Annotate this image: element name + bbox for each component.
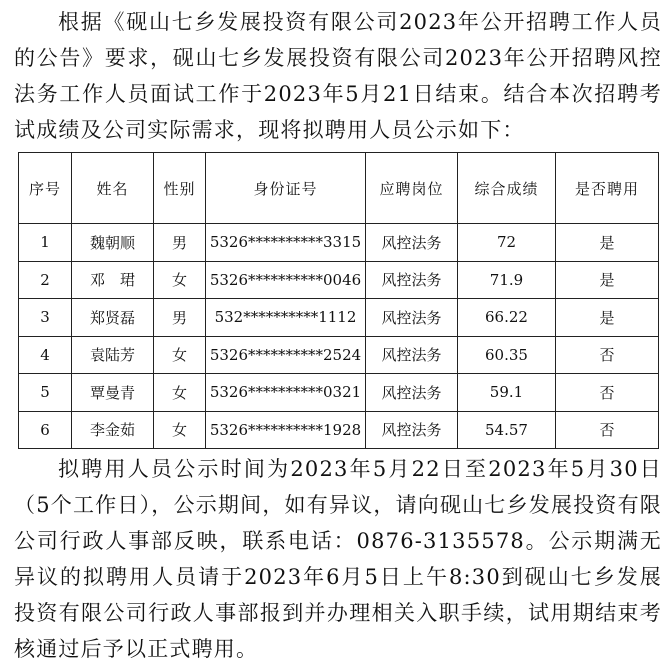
header-name: 姓名 — [72, 153, 154, 224]
cell-score: 54.57 — [458, 411, 556, 449]
cell-score: 60.35 — [458, 336, 556, 374]
cell-position: 风控法务 — [366, 336, 458, 374]
table-row — [19, 299, 659, 337]
cell-id-number: 5326**********3315 — [206, 224, 366, 262]
cell-name: 李金茹 — [72, 411, 154, 449]
cell-hired: 是 — [556, 224, 659, 262]
cell-hired: 否 — [556, 411, 659, 449]
cell-hired: 是 — [556, 261, 659, 299]
cell-gender: 女 — [154, 336, 206, 374]
cell-index: 5 — [19, 374, 72, 412]
cell-position: 风控法务 — [366, 411, 458, 449]
cell-gender: 男 — [154, 224, 206, 262]
cell-index: 1 — [19, 224, 72, 262]
header-hired: 是否聘用 — [556, 153, 659, 224]
table-row — [19, 224, 659, 262]
table-row — [19, 336, 659, 374]
cell-name: 郑贤磊 — [72, 299, 154, 337]
cell-name: 覃曼青 — [72, 374, 154, 412]
header-position: 应聘岗位 — [366, 153, 458, 224]
header-score: 综合成绩 — [458, 153, 556, 224]
table-header-row — [19, 153, 659, 224]
cell-position: 风控法务 — [366, 299, 458, 337]
cell-id-number: 5326**********2524 — [206, 336, 366, 374]
cell-hired: 是 — [556, 299, 659, 337]
cell-id-number: 5326**********0046 — [206, 261, 366, 299]
notice-paragraph: 拟聘用人员公示时间为2023年5月22日至2023年5月30日（5个工作日），公示期间，如有异议，请向砚山七乡发展投资有限公司行政人事部反映，联系电话：0876-3135578。公示期满无异议的拟聘用人员请于2023年6月5日上午8:30到砚山七乡发展投资有限公司行政人事部报到并办理相关入职手续，试用期结束考核通过后予以正式聘用。 — [14, 457, 662, 661]
cell-score: 71.9 — [458, 261, 556, 299]
cell-gender: 男 — [154, 299, 206, 337]
cell-hired: 否 — [556, 336, 659, 374]
cell-position: 风控法务 — [366, 224, 458, 262]
cell-id-number: 532**********1112 — [206, 299, 366, 337]
table-row — [19, 411, 659, 449]
cell-index: 3 — [19, 299, 72, 337]
cell-index: 6 — [19, 411, 72, 449]
cell-position: 风控法务 — [366, 261, 458, 299]
cell-id-number: 5326**********0321 — [206, 374, 366, 412]
header-gender: 性别 — [154, 153, 206, 224]
header-index: 序号 — [19, 153, 72, 224]
cell-name: 邓 珺 — [72, 261, 154, 299]
cell-hired: 否 — [556, 374, 659, 412]
cell-score: 72 — [458, 224, 556, 262]
cell-id-number: 5326**********1928 — [206, 411, 366, 449]
cell-gender: 女 — [154, 374, 206, 412]
cell-gender: 女 — [154, 411, 206, 449]
cell-gender: 女 — [154, 261, 206, 299]
cell-score: 59.1 — [458, 374, 556, 412]
cell-index: 4 — [19, 336, 72, 374]
intro-paragraph: 根据《砚山七乡发展投资有限公司2023年公开招聘工作人员的公告》要求，砚山七乡发展投资有限公司2023年公开招聘风控法务工作人员面试工作于2023年5月21日结束。结合本次招聘考试成绩及公司实际需求，现将拟聘用人员公示如下： — [14, 10, 662, 142]
table-row — [19, 374, 659, 412]
table-row — [19, 261, 659, 299]
cell-index: 2 — [19, 261, 72, 299]
candidate-table — [18, 152, 659, 449]
header-id-number: 身份证号 — [206, 153, 366, 224]
cell-name: 袁陆芳 — [72, 336, 154, 374]
cell-name: 魏朝顺 — [72, 224, 154, 262]
cell-position: 风控法务 — [366, 374, 458, 412]
cell-score: 66.22 — [458, 299, 556, 337]
